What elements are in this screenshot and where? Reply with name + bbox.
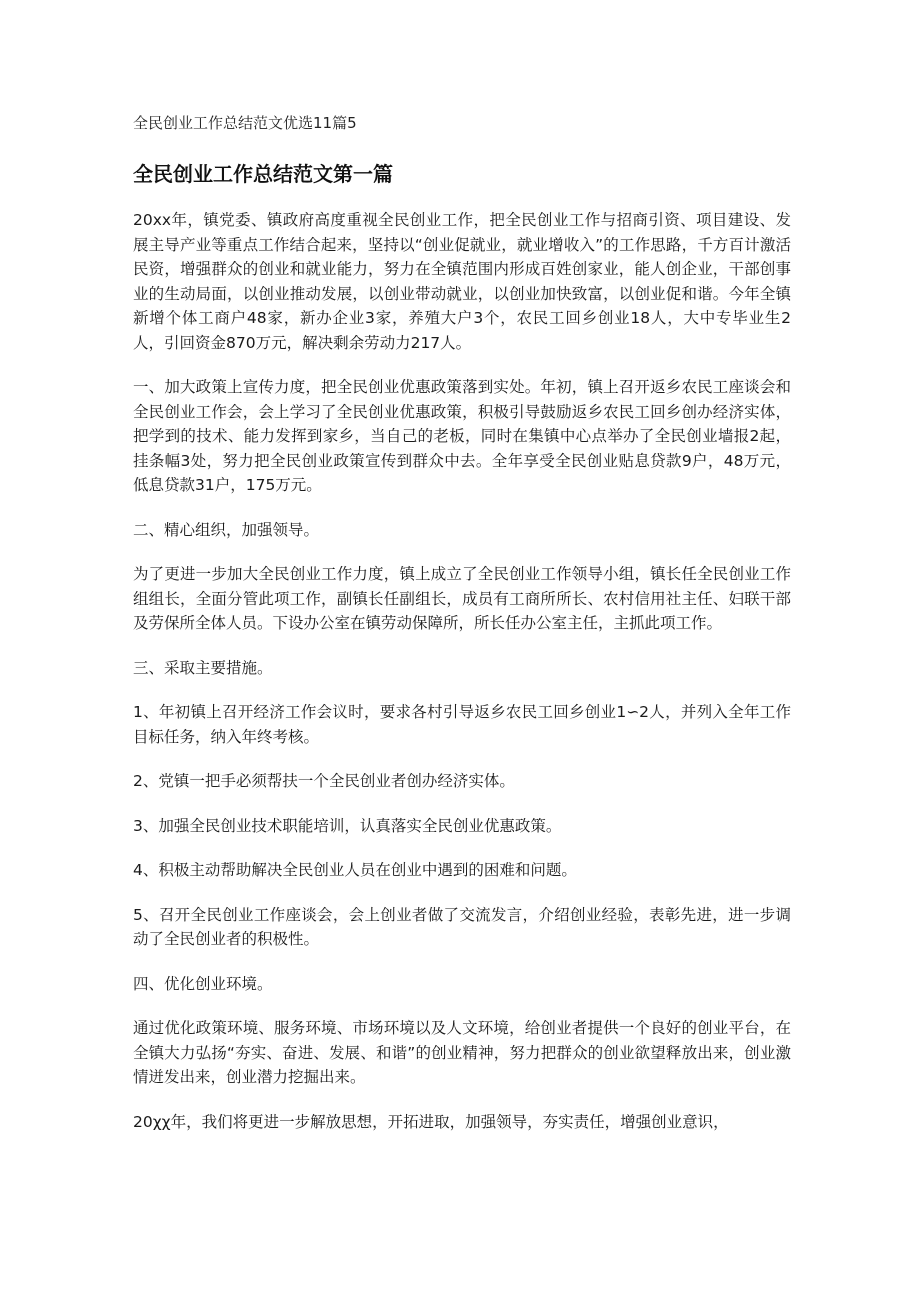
section-heading-3: 三、采取主要措施。 xyxy=(133,658,273,677)
measure-item-5: 5、召开全民创业工作座谈会，会上创业者做了交流发言，介绍创业经验，表彰先进，进一步调动了全民创业者的积极性。 xyxy=(133,905,791,948)
paragraph-intro: 20xx年，镇党委、镇政府高度重视全民创业工作，把全民创业工作与招商引资、项目建设、发展主导产业等重点工作结合起来，坚持以“创业促就业，就业增收入”的工作思路，千方百计激活民资，增强群众的创业和就业能力，努力在全镇范围内形成百姓创家业，能人创企业，干部创事业的生动局面，以创业推动发展，以创业带动就业，以创业加快致富，以创业促和谐。今年全镇新增个体工商户48家，新办企业3家，养殖大户3个，农民工回乡创业18人，大中专毕业生2人，引回资金870万元，解决剩余劳动力217人。 xyxy=(133,211,791,352)
document-body xyxy=(133,208,791,1154)
paragraph-section-1: 一、加大政策上宣传力度，把全民创业优惠政策落到实处。年初，镇上召开返乡农民工座谈会和全民创业工作会，会上学习了全民创业优惠政策，积极引导鼓励返乡农民工回乡创办经济实体，把学到的技术、能力发挥到家乡，当自己的老板，同时在集镇中心点举办了全民创业墙报2起，挂条幅3处，努力把全民创业政策宣传到群众中去。全年享受全民创业贴息贷款9户，48万元，低息贷款31户，175万元。 xyxy=(133,378,791,494)
measure-item-3: 3、加强全民创业技术职能培训，认真落实全民创业优惠政策。 xyxy=(133,816,562,835)
paragraph-section-4: 通过优化政策环境、服务环境、市场环境以及人文环境，给创业者提供一个良好的创业平台，在全镇大力弘扬“夯实、奋进、发展、和谐”的创业精神，努力把群众的创业欲望释放出来，创业激情迸发出来，创业潜力挖掘出来。 xyxy=(133,1019,791,1086)
section-heading-2: 二、精心组织，加强领导。 xyxy=(133,520,320,539)
paragraph-outlook: 20χχ年，我们将更进一步解放思想，开拓进取，加强领导，夯实责任，增强创业意识， xyxy=(133,1112,729,1131)
section-heading-4: 四、优化创业环境。 xyxy=(133,974,273,993)
document-header: 全民创业工作总结范文优选11篇5 xyxy=(133,114,357,132)
measure-item-1: 1、年初镇上召开经济工作会议时，要求各村引导返乡农民工回乡创业1∽2人，并列入全年工作目标任务，纳入年终考核。 xyxy=(133,703,791,746)
measure-item-2: 2、党镇一把手必须帮扶一个全民创业者创办经济实体。 xyxy=(133,772,515,790)
paragraph-section-2: 为了更进一步加大全民创业工作力度，镇上成立了全民创业工作领导小组，镇长任全民创业工作组组长，全面分管此项工作，副镇长任副组长，成员有工商所所长、农村信用社主任、妇联干部及劳保所全体人员。下设办公室在镇劳动保障所，所长任办公室主任，主抓此项工作。 xyxy=(133,565,791,632)
document-title: 全民创业工作总结范文第一篇 xyxy=(133,162,393,186)
measure-item-4: 4、积极主动帮助解决全民创业人员在创业中遇到的困难和问题。 xyxy=(133,861,577,879)
